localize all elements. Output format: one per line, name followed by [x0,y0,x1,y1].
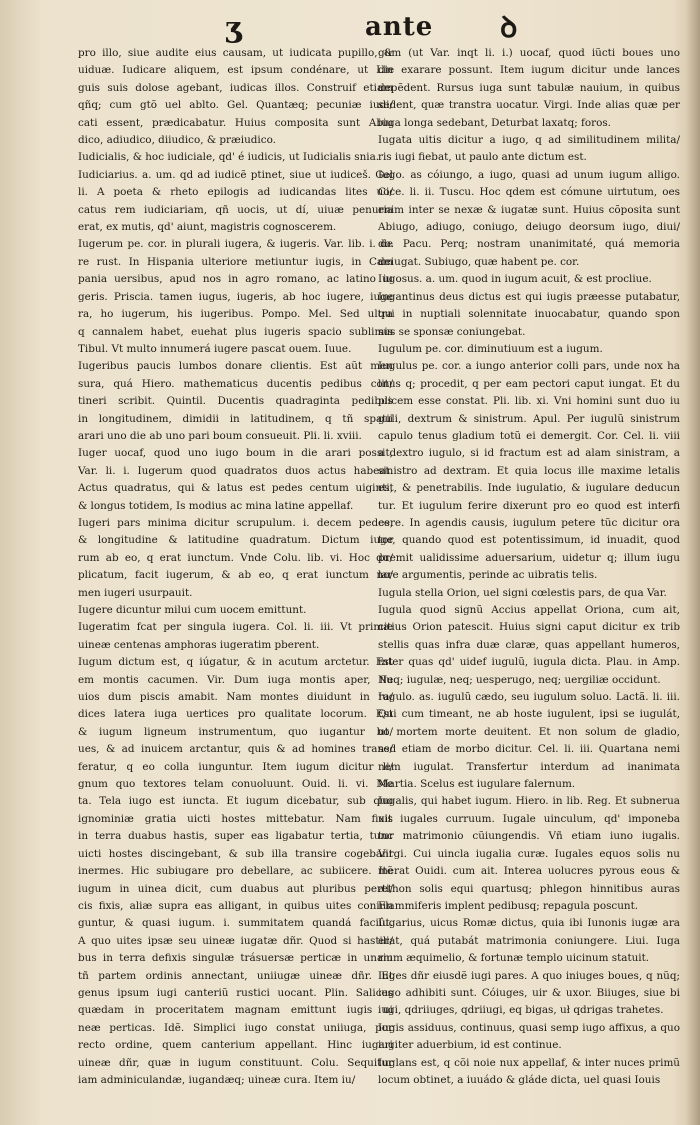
text-line: em montis cacumen. Vir. Dum iuga montis aper, flu [78,673,393,686]
text-line: uineæ dñr, quæ in iugum constituunt. Colu. Sequitur [78,1056,393,1069]
text-line: Iugulus pe. cor. a iungo anterior colli pars, unde nox ha [378,360,680,373]
text-line: iugo adhibiti sunt. Cóiuges, uir & uxor. Biiuges, siue bi [378,986,680,999]
text-line: men iugeri usurpauit. [78,586,193,599]
text-line: tur. Et iugulum ferire dixerunt pro eo quod est interfi [378,499,680,512]
text-line: Iugis assiduus, continuus, quasi semp iugo affixus, a quo [378,1021,680,1034]
text-line: Virgi. Cui uincla iugalia curæ. Iugales equos solis nu [378,847,680,860]
text-line: uiduæ. Iudicare aliquem, est ipsum condénare, ut Lin [78,64,393,77]
text-line: Iugata uitis dicitur a iugo, q ad similitudinem milita/ [378,134,680,147]
text-line: dico, adiudico, diiudico, & præiudico. [78,134,276,147]
text-line: A quo uites ipsæ seu uineæ iugatæ dñr. Quod si hastili/ [78,934,393,947]
text-line: gnum quo textores telam conuoluunt. Ouid. li. vi. Me [78,778,393,791]
running-title: ante [365,12,434,42]
text-line: iugum in uinea dicit, cum duabus aut pluribus perti/ [78,882,393,895]
text-line: Iugum dictum est, q iúgatur, & in acutum arctetur. Est [78,656,393,669]
text-line: qui in nuptiali solennitate inuocabatur, quando spon [378,308,680,321]
text-line: Iugulum pe. cor. diminutiuum est a iugum. [378,342,603,355]
text-line: li. A poeta & rheto epilogis ad iudicandas lites uo/ [78,186,393,199]
text-line: Var. li. i. Iugerum quod quadratos duos actus habeat. [78,464,393,477]
text-line: sed etiam de morbo dicitur. Cel. li. iii. Quartana nemi [378,743,680,756]
text-line: q cannalem habet, euehat plus iugeris spacio sublimis [78,325,393,338]
text-line: Iugeri pars minima dicitur scrupulum. i. decem pedes, [78,516,393,529]
text-line: tineri scribit. Quintil. Ducentis quadraginta pedibus [78,395,393,408]
text-line: tor, quando quod est potentissimum, id inuadit, quod [378,534,680,547]
text-line: recto ordine, quem canterium appellant. Hinc iugari [78,1039,393,1052]
page-spine-shadow [686,0,700,1125]
text-line: merat Ouidi. cum ait. Interea uolucres pyrous eous & [378,865,680,878]
text-line: in terra duabus hastis, super eas ligabatur tertia, tunc [78,830,393,843]
text-line: Iugulo. as. iugulũ cædo, seu iugulum soluo. Lactã. li. iii. [378,691,680,704]
text-line: Actus quadratus, qui & latus est pedes centum uiginti, [78,482,393,495]
text-line: rium æquimelio, & fortunæ templo uicinum statuit. [378,952,650,965]
text-line: cis fixis, aliæ supra eas alligant, in quibus uites coniun [78,899,393,912]
text-line: locum obtinet, a iuuádo & gláde dicta, uel quasi Iouis [378,1073,661,1086]
text-line: Flammiferis implent pedibusq; repagula poscunt. [378,899,639,912]
text-line: erat, ex mutis, qd' aiunt, magistris cognoscerem. [78,221,337,234]
text-line: uios dum piscis amabit. Nam montes diuidunt in ra/ [78,691,393,704]
text-line: stellis quas infra duæ claræ, quas appellant humeros, [378,638,680,651]
text-line: Iudicialis, & hoc iudiciale, qd' é iudicis, ut Iudicialis snia. [78,151,380,164]
text-line: quædam in proceritatem magnam emittunt iugis ui [78,1004,393,1017]
text-line: plicatum, facit iugerum, & ab eo, q erat iunctum no/ [78,569,393,582]
text-line: die exarare possunt. Item iugum dicitur unde lances [378,64,680,77]
text-line: bus in terra defixis singulæ trásuersæ perticæ in unam [78,952,393,965]
text-line: iugiter aduerbium, id est continue. [378,1039,562,1052]
right-text-column [378,45,680,1089]
text-line: tñ partem ordinis annectant, uniiugæ uineæ dñr. Et [78,969,393,982]
text-line: litus q; procedit, q per eam pectori caput iungat. Et du [378,377,680,390]
text-line: do. Pacu. Perq; nostram unanimitaté, quá memoria [378,238,680,251]
text-line: nem iugulat. Transfertur interdum ad inanimata [378,760,680,773]
text-line: catus rem iudiciariam, qñ uocis, ut dí, uiuæ penuria [78,203,393,216]
text-line: iuga longa sedebant, Deturbat laxatq; foros. [378,116,611,129]
text-line: Iugalis, qui habet iugum. Hiero. in lib. Reg. Et subnerua [378,795,680,808]
text-line: qñq; cum gtõ uel ablto. Gel. Quantæq; pecuniæ iudi/ [78,99,393,112]
text-line: guntur, & quasi iugum. i. summitatem quandá faciût. [78,917,393,930]
text-line: re rust. In Hispania ulteriore metiuntur iugis, in Cam [78,255,393,268]
text-line: rum ab eo, q erat iunctum. Vnde Colu. lib. vi. Hoc du/ [78,551,393,564]
text-line: pro illo, siue audite eius causam, ut iudicata pupillo, & [78,47,393,59]
text-line: enim inter se nexæ & iugatæ sunt. Huius cõposita sunt [378,203,680,216]
text-line: plicem esse constat. Pli. lib. xi. Vni homini sunt duo iu [378,395,680,408]
text-line: ris iugi fiebat, ut paulo ante dictum est. [378,151,587,164]
text-line: gum (ut Var. inqt li. i.) uocaf, quod iũcti boues uno [378,47,680,59]
text-line: Abiugo, adiugo, coniugo, deiugo deorsum iugo, diui/ [378,221,680,234]
text-line: ues, & ad inuicem arctantur, quis & ad homines trans/ [78,743,393,756]
text-line: Neq; iugulæ, neq; uesperugo, neq; uergiliæ occidunt. [378,673,661,686]
text-line: capulo tenus gladium totũ ei demergit. Cor. Cel. li. viii [378,429,680,442]
text-line: a dextro iugulo, si id fractum est ad alam sinistram, a [378,447,680,460]
text-line: & iugum ligneum instrumentum, quo iugantur bo/ [78,725,393,738]
text-line: feratur, q eo colla iunguntur. Item iugum dicitur li/ [78,760,393,773]
text-line: genus ipsum iugi canteriũ rustici uocant. Plin. Salices [78,986,393,999]
text-line: dices latera iuga uertices pro qualitate locorum. Est [78,708,393,721]
text-line: lare argumentis, perinde ac uibratis telis. [378,569,598,582]
text-line: sura, quá Hiero. mathematicus ducentis pedibus con/ [78,377,393,390]
text-line: uicti hostes discingebant, & sub illa transire cogebant [78,847,393,860]
text-line: guli, dextrum & sinistrum. Apul. Per iugulũ sinistrum [378,412,680,425]
text-line: ut mortem morte deuitent. Et non solum de gladio, [378,725,680,738]
text-line: ta. Tela iugo est iuncta. Et iugum dicebatur, sub quo [78,795,393,808]
text-line: geris. Priscia. tamen iugus, iugeris, ab hoc iugere, iuge [78,290,393,303]
text-line: Iugerum pe. cor. in plurali iugera, & iugeris. Var. lib. i. de [78,238,393,251]
text-line: Iugo. as cóiungo, a iugo, quasi ad unum iugum alligo. [378,168,680,181]
text-line: Iuger uocaf, quod uno iugo boum in die arari possit, [78,447,393,460]
text-line: iugi, qdriiuges, qdriiugi, eq bigas, uł qdrigas trahetes. [378,1004,664,1017]
text-line: Iugula quod signũ Accius appellat Oriona, cum ait, [378,604,680,616]
text-line: Iugula stella Orion, uel signi cœlestis pars, de qua Var. [378,586,667,599]
text-line: sedent, quæ transtra uocatur. Virgi. Inde alias quæ per [378,99,680,112]
text-line: Cice. li. ii. Tuscu. Hoc qdem est cómune uirtutum, oes [378,186,680,199]
text-line: Iuges dñr eiusdẽ iugi pares. A quo iniuges boues, q nũq; [378,969,680,982]
signature-letter: ʒ [225,10,243,44]
text-line: Iugeratim fcat per singula iugera. Col. li. iii. Vt primæ [78,621,393,634]
text-line: tur matrimonio cũiungendis. Vñ etiam iuno iugalis. [378,830,680,843]
text-line: pania uersibus, apud nos in agro romano, ac latino iu [78,273,393,286]
running-letter: ꝺ [500,10,519,44]
text-line: premit ualidissime aduersarium, uidetur q; illum iugu [378,551,680,564]
left-text-column [78,45,393,1089]
text-line: ra, ho iugerum, his iugeribus. Pompo. Mel. Sed ultra [78,308,393,321]
text-line: Iuglans est, q cõi noie nux appellaf, & inter nuces primũ [378,1056,680,1069]
text-line: cere. In agendis causis, iugulum petere tũc dicitur ora [378,516,680,529]
text-line: Iugantinus deus dictus est qui iugis præesse putabatur, [378,290,680,303]
text-line: Martia. Scelus est iugulare falernum. [378,778,576,791]
text-line: inter quas qd' uidef iugulũ, iugula dicta. Plau. in Amp. [378,656,680,669]
text-line: arari uno die ab uno pari boum consueuit. Pli. li. xviii. [78,429,362,442]
text-line: Qui cum timeant, ne ab hoste iugulent, ipsi se iugulát, [378,708,680,721]
text-line: deiugat. Subiugo, quæ habent pe. cor. [378,255,580,268]
text-line: sinistro ad dextram. Et quia locus ille maxime letalis [378,464,680,477]
text-line: in longitudinem, dimidii in latitudinem, q tñ spatii [78,412,393,425]
text-line: cati essent, prædicabatur. Huius composita sunt Abiu [78,116,393,129]
text-line: citius Orion patescit. Huius signi caput dicitur ex trib [378,621,680,634]
text-line: & longitudine & latitudine quadratum. Dictum iuge [78,534,393,547]
text-line: guis suis dolose agebant, iudicas illos. Construif etiam [78,81,393,94]
text-line: uit iugales curruum. Iugale uinculum, qd' imponeba [378,812,680,825]
text-line: uineæ centenas amphoras iugeratim pberent. [78,638,320,651]
text-line: Tibul. Vt multo innumerá iugere pascat ouem. Iuue. [78,342,352,355]
text-line: æthon solis equi quartusq; phlegon hinnitibus auras [378,882,680,895]
text-line: Iugere dicuntur milui cum uocem emittunt. [78,604,307,616]
text-line: erat, quá putabát matrimonia coniungere. Liui. Iuga [378,934,680,947]
text-line: Iudiciarius. a. um. qd ad iudicẽ ptinet, siue ut iudiceš. Gel [78,168,393,181]
text-line: sus se sponsæ coniungebat. [378,325,526,338]
text-line: Iugarius, uicus Romæ dictus, quia ibi Iunonis iugæ ara [378,917,680,930]
text-line: iam adminiculandæ, iugandæq; uineæ cura. Item iu/ [78,1073,356,1086]
running-header [0,8,700,50]
text-line: est, & penetrabilis. Inde iugulatio, & iugulare deducun [378,482,680,495]
text-line: Iugeribus paucis lumbos donare clientis. Est aũt men [78,360,393,373]
text-line: depẽdent. Rursus iuga sunt tabulæ nauium, in quibus [378,81,680,94]
text-line: ignominiæ gratia uicti hostes mittebatur. Nam fixis [78,812,393,825]
text-line: inermes. Hic subiugare pro debellare, ac subiicere. Itẽ [78,865,393,878]
text-line: neæ perticas. Idẽ. Simplici iugo constat uniiuga, por [78,1021,393,1034]
text-line: & longus totidem, Is modius ac mina latine appellaf. [78,499,354,512]
text-line: Iugosus. a. um. quod in iugum acuit, & est procliue. [378,273,652,286]
